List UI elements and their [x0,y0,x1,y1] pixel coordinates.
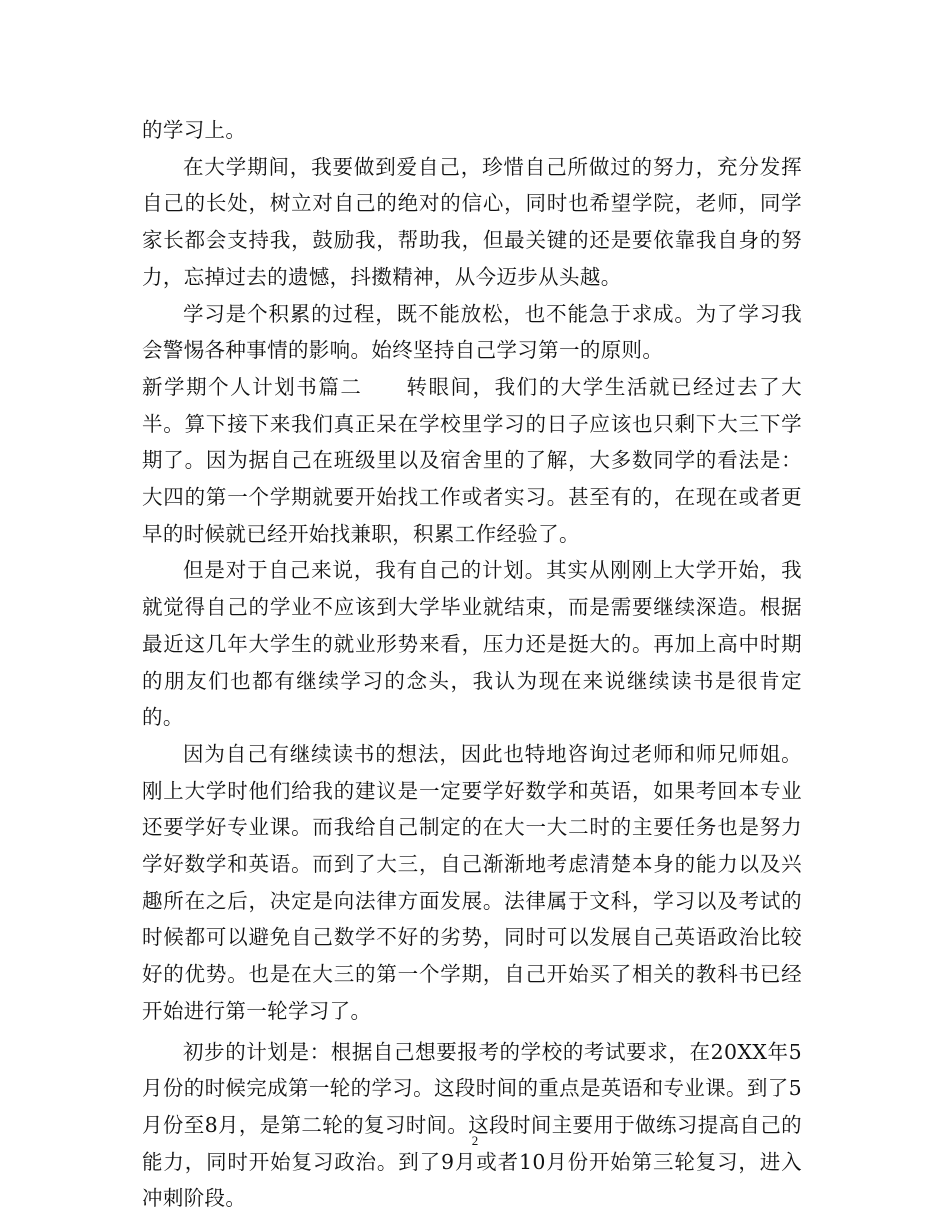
paragraph: 在大学期间，我要做到爱自己，珍惜自己所做过的努力，充分发挥自己的长处，树立对自己的绝对的信心，同时也希望学院，老师，同学家长都会支持我，鼓励我，帮助我，但最关键的还是要依靠我自身的努力，忘掉过去的遗憾，抖擞精神，从今迈步从头越。 [142,154,802,289]
paragraph-continuation: 的学习上。 [142,118,247,142]
paragraph: 因为自己有继续读书的想法，因此也特地咨询过老师和师兄师姐。刚上大学时他们给我的建议是一定要学好数学和英语，如果考回本专业还要学好专业课。而我给自己制定的在大一大二时的主要任务也是努力学好数学和英语。而到了大三，自己渐渐地考虑清楚本身的能力以及兴趣所在之后，决定是向法律方面发展。法律属于文科，学习以及考试的时候都可以避免自己数学不好的劣势，同时可以发展自己英语政治比较好的优势。也是在大三的第一个学期，自己开始买了相关的教科书已经开始进行第一轮学习了。 [142,741,802,1023]
paragraph: 但是对于自己来说，我有自己的计划。其实从刚刚上大学开始，我就觉得自己的学业不应该到大学毕业就结束，而是需要继续深造。根据最近这几年大学生的就业形势来看，压力还是挺大的。再加上高中时期的朋友们也都有继续学习的念头，我认为现在来说继续读书是很肯定的。 [142,558,802,730]
section-paragraph: 新学期个人计划书篇二 转眼间，我们的大学生活就已经过去了大半。算下接下来我们真正呆在学校里学习的日子应该也只剩下大三下学期了。因为据自己在班级里以及宿舍里的了解，大多数同学的看法是：大四的第一个学期就要开始找工作或者实习。甚至有的，在现在或者更早的时候就已经开始找兼职，积累工作经验了。 [142,374,802,546]
document-body [142,112,802,1217]
page-number: 2 [471,1133,479,1148]
paragraph: 初步的计划是：根据自己想要报考的学校的考试要求，在20XX年5月份的时候完成第一轮的学习。这段时间的重点是英语和专业课。到了5月份至8月，是第二轮的复习时间。这段时间主要用于做练习提高自己的能力，同时开始复习政治。到了9月或者10月份开始第三轮复习，进入冲刺阶段。 [142,1039,802,1211]
paragraph: 学习是个积累的过程，既不能放松，也不能急于求成。为了学习我会警惕各种事情的影响。始终坚持自己学习第一的原则。 [142,301,802,363]
